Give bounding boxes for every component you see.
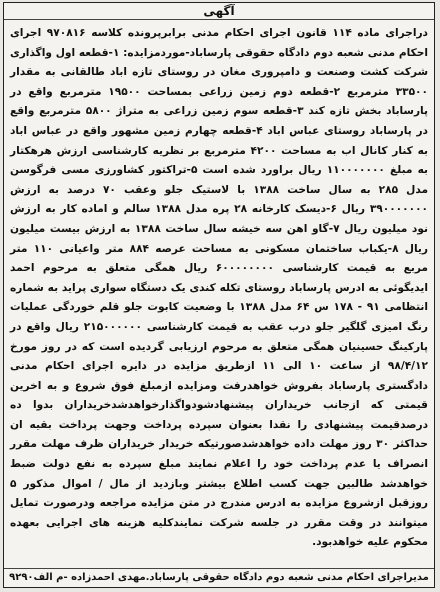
legal-notice (3, 2, 435, 588)
notice-title: آگهی (4, 3, 434, 20)
notice-body: دراجرای ماده ۱۱۴ قانون اجرای احکام مدنی برابرپرونده کلاسه ۹۷۰۸۱۶ اجرای احکام مدنی شعبه دوم دادگاه حقوقی پارساباد-موردمزایده: ۱-قطعه اول واگذاری شرکت کشت وصنعت و دامپروری مغان در روستای تازه اباد طالقانی به مقدار ۳۳۵۰۰ مترمربع ۲-قطعه دوم زمین زراعی بمساحت ۱۹۵۰۰ مترمربع واقع در پارساباد بخش تازه کند ۳-قطعه سوم زمین زراعی به متراژ ۵۸۰۰ مترمربع واقع در پارساباد روستای عباس اباد ۴-قطعه چهارم زمین مشهور واقع در عباس اباد به کنار کانال اب به مساحت ۴۲۰۰ مترمربع بر نظریه کارشناسی ارزش هرهکتار به مبلغ ۱۱۰۰۰۰۰۰۰ ریال براورد شده است ۵-تراکتور کشاورزی مسی فرگوسن مدل ۲۸۵ به سال ساخت ۱۳۸۸ با لاستیک جلو وعقب ۷۰ درصد به ارزش ۳۹۰۰۰۰۰۰۰ ریال ۶-دیسک کارخانه ۲۸ پره مدل ۱۳۸۸ سالم و اماده کار به ارزش نود میلیون ریال ۷-گاو اهن سه خیشه سال ساخت ۱۳۸۸ به ارزش بیست میلیون ریال ۸-یکباب ساختمان مسکونی به مساحت عرصه ۸۸۴ متر واعیانی ۱۱۰ متر مربع به قیمت کارشناسی ۶۰۰۰۰۰۰۰۰ ریال همگی متعلق به مرحوم احمد ایدیگوئی به ادرس پارساباد روستای تکله کندی یک دستگاه سواری پراید به شماره انتظامی ۹۱ - ۱۷۸ س ۶۴ مدل ۱۳۸۸ با وضعیت کابوت جلو قلم خوردگی عملیات رنگ امیزی گلگیر جلو درب عقب به قیمت کارشناسی ۲۱۵۰۰۰۰۰۰ ریال واقع در پارکینگ حسینیان همگی متعلق به مرحوم ارزیابی گردیده است که در روز مورخ ۹۸/۴/۱۲ از ساعت ۱۰ الی ۱۱ ازطریق مزایده در دایره اجرای احکام مدنی دادگستری پارساباد بفروش خواهدرفت ومزایده ازمبلغ فوق شروع و به اخرین قیمتی که ازجانب خریداران پیشنهادشودواگذارخواهدشدخریداران بدوا ده درصدقیمت پیشنهادی را نقدا بعنوان سپرده پرداخت وجهت پرداخت بقیه ان حداکثر ۳۰ روز مهلت داده خواهدشدصورتیکه خریدار خریداران ظرف مهلت مقرر انصراف یا عدم پرداخت خود را اعلام نمایند مبلغ سپرده به نفع دولت ضبط خواهدشد طالبین جهت کسب اطلاع بیشتر وبازدید از مال / اموال مذکور ۵ روزقبل ازشروع مزایده به ادرس مندرج در متن مزایده مراجعه ودرصورت تمایل میتوانند در وقت مقرر در جلسه شرکت نمایندکلیه هزینه های اجرایی بعهده محکوم علیه خواهدبود. (10, 27, 429, 549)
notice-footer: مدیراجرای احکام مدنی شعبه دوم دادگاه حقوقی پارساباد.مهدی احمدزاده -م الف۹۲۹۰ (4, 568, 434, 587)
